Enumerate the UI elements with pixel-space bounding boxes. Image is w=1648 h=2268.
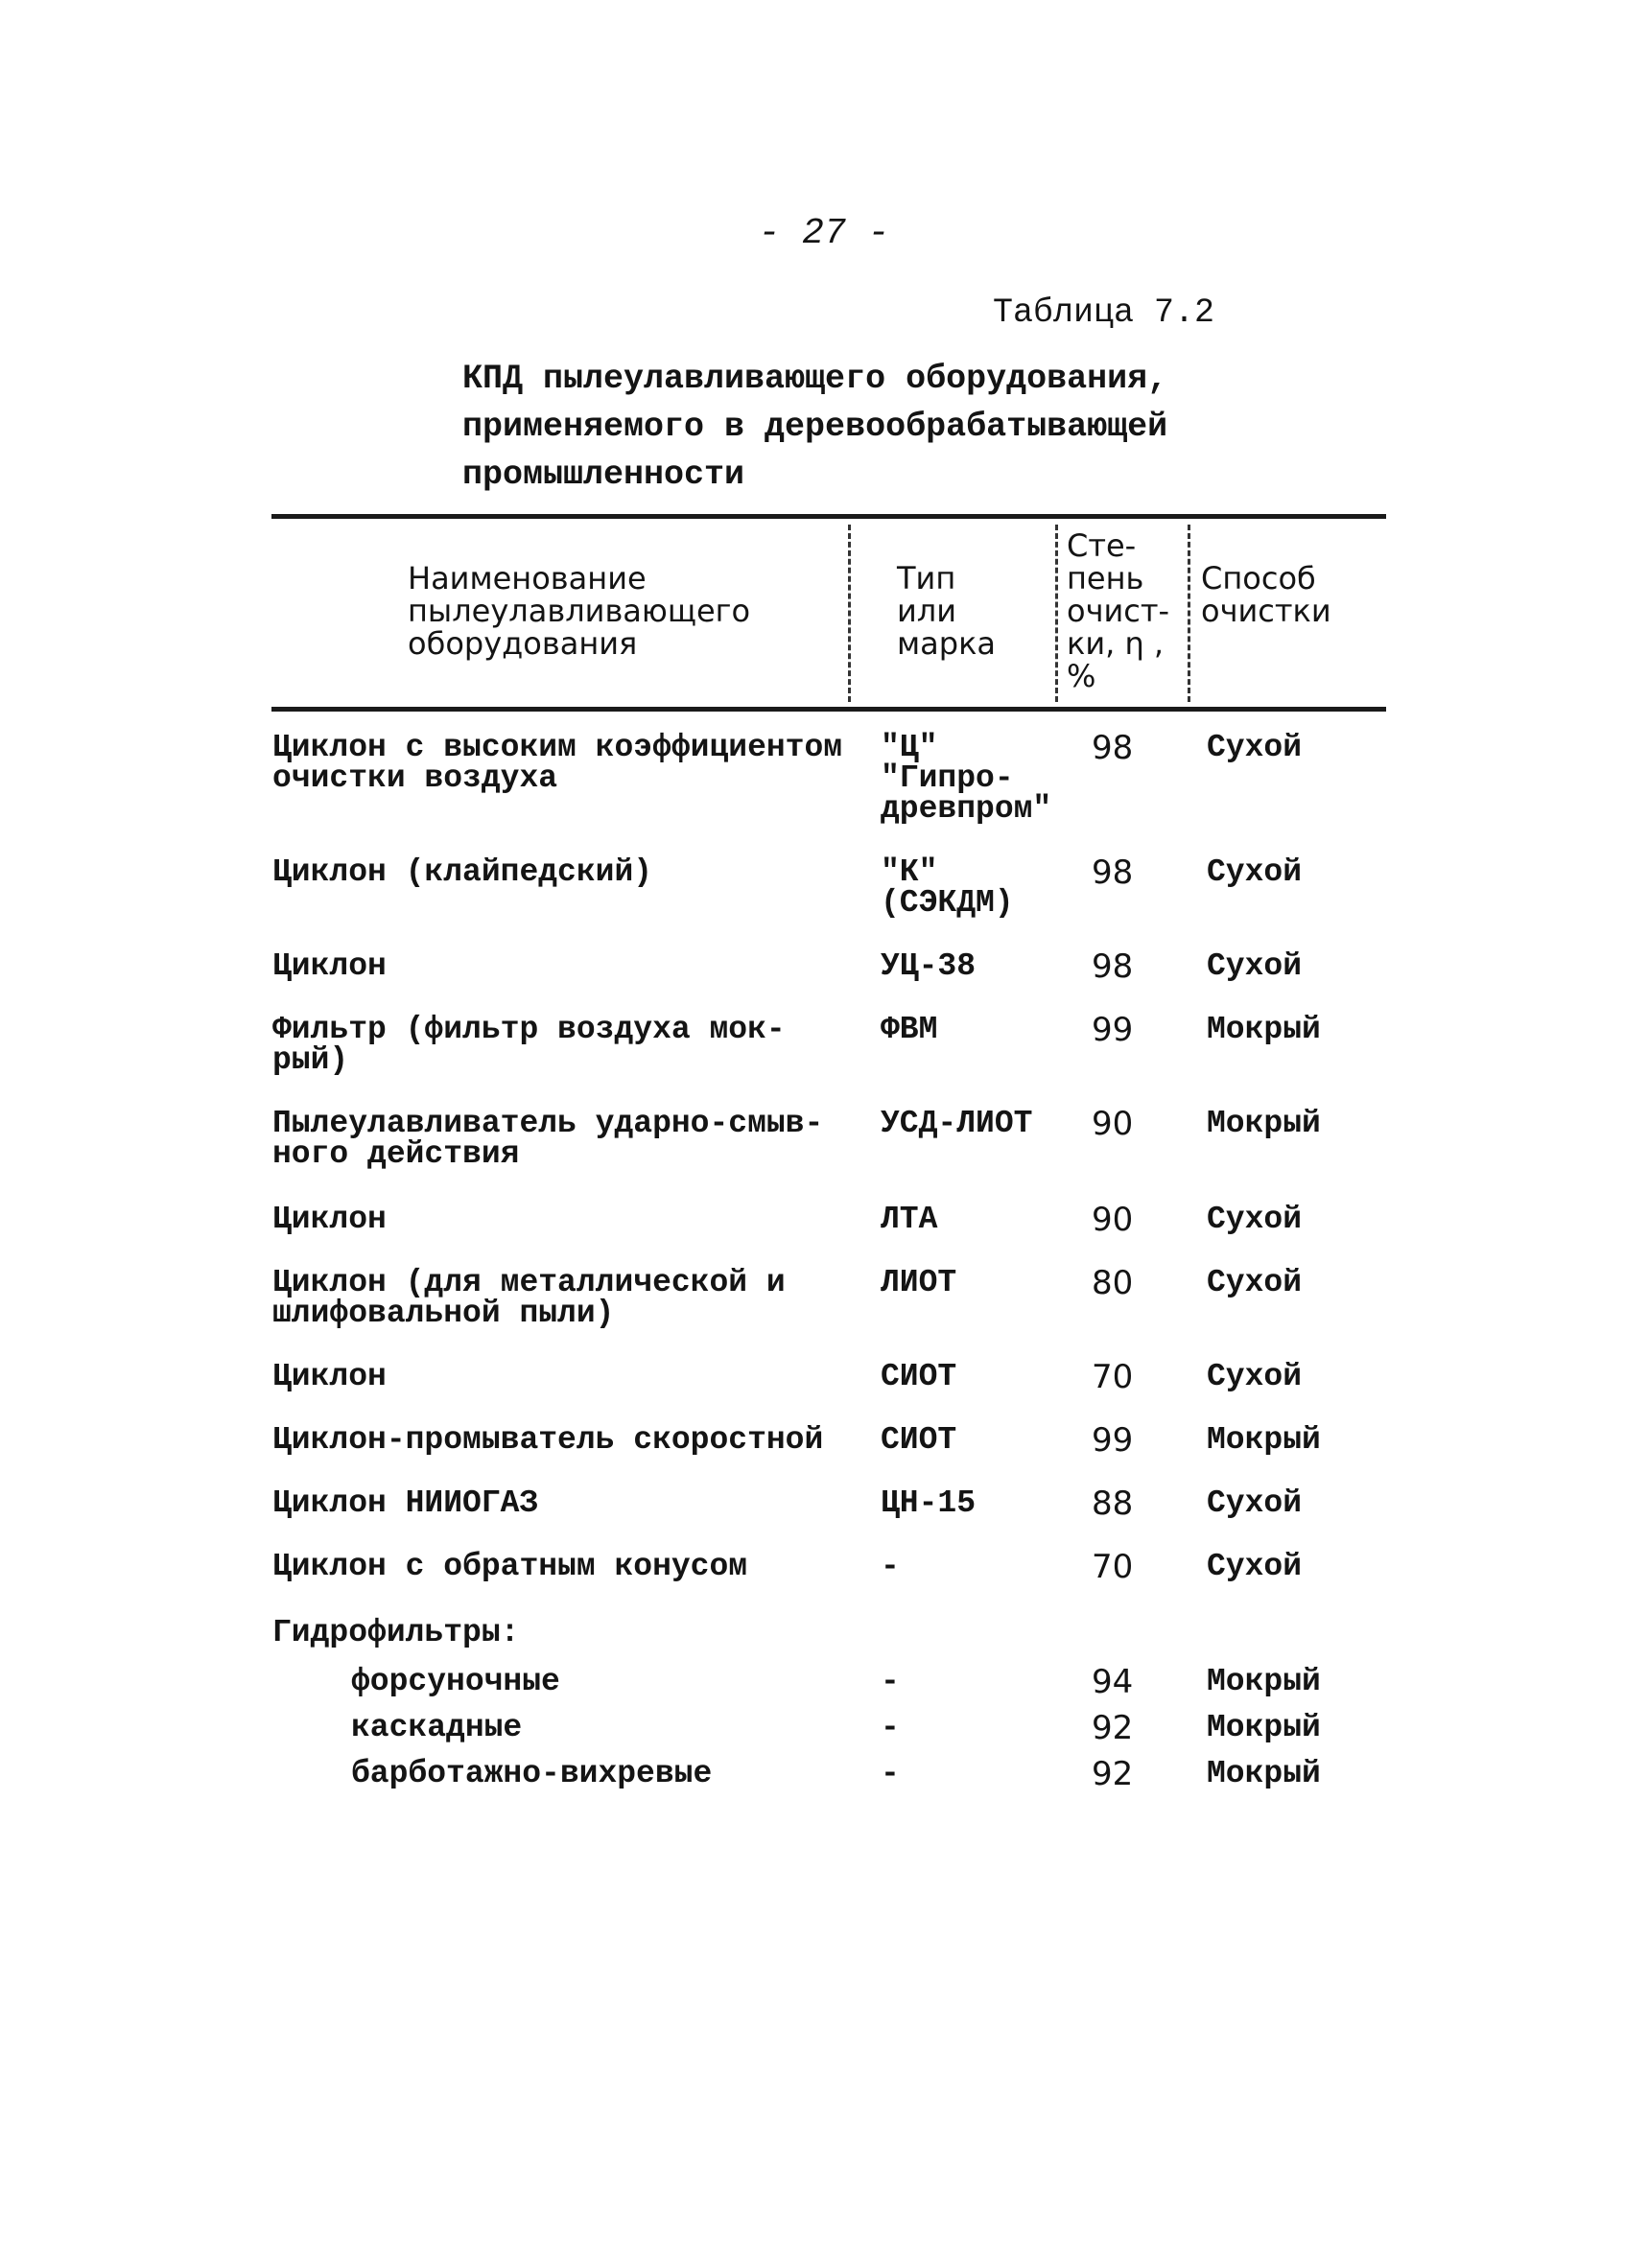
table-label: Таблица 7.2 xyxy=(993,293,1215,332)
table-header-rule xyxy=(271,707,1386,712)
cell-efficiency: 94 xyxy=(1092,1663,1134,1701)
cell-name: Циклон xyxy=(272,1202,387,1237)
caption-line: КПД пылеулавливающего оборудования, xyxy=(462,360,1168,398)
cell-name: Фильтр (фильтр воздуха мок- рый) xyxy=(272,1012,786,1078)
cell-efficiency: 70 xyxy=(1092,1358,1134,1396)
cell-type: УСД-ЛИОТ xyxy=(881,1106,1033,1141)
cell-method: Сухой xyxy=(1207,1549,1303,1584)
cell-efficiency: 98 xyxy=(1092,853,1134,892)
caption-line: применяемого в деревообрабатывающей xyxy=(462,408,1168,446)
cell-method: Мокрый xyxy=(1207,1106,1321,1141)
cell-efficiency: 99 xyxy=(1092,1421,1134,1460)
cell-type: СИОТ xyxy=(881,1422,957,1458)
cell-type: "Ц" "Гипро- древпром" xyxy=(881,730,1052,827)
cell-efficiency: 90 xyxy=(1092,1105,1134,1143)
cell-name: Циклон xyxy=(272,948,387,984)
cell-efficiency: 88 xyxy=(1092,1485,1134,1523)
cell-efficiency: 99 xyxy=(1092,1011,1134,1049)
cell-efficiency: 92 xyxy=(1092,1709,1134,1747)
cell-method: Сухой xyxy=(1207,1265,1303,1300)
column-separator xyxy=(848,525,851,702)
cell-name: Циклон НИИОГАЗ xyxy=(272,1485,539,1521)
caption-line: промышленности xyxy=(462,456,745,494)
cell-name: Циклон (клайпедский) xyxy=(272,854,653,890)
cell-name: барботажно-вихревые xyxy=(351,1756,713,1791)
cell-type: ФВМ xyxy=(881,1012,938,1047)
cell-method: Сухой xyxy=(1207,854,1303,890)
header-name: Наименование пылеулавливающего оборудования xyxy=(408,560,751,662)
column-separator xyxy=(1188,525,1190,702)
cell-method: Мокрый xyxy=(1207,1756,1321,1791)
page-number: - 27 - xyxy=(758,213,890,254)
column-separator xyxy=(1055,525,1058,702)
cell-method: Мокрый xyxy=(1207,1422,1321,1458)
cell-name: Циклон-промыватель скоростной xyxy=(272,1422,824,1458)
cell-name: форсуночные xyxy=(351,1664,560,1699)
cell-name: каскадные xyxy=(351,1710,523,1745)
cell-name: Циклон с высоким коэффициентом очистки воздуха xyxy=(272,730,843,796)
cell-method: Сухой xyxy=(1207,1202,1303,1237)
cell-type: "К" (СЭКДМ) xyxy=(881,854,1014,921)
cell-method: Мокрый xyxy=(1207,1664,1321,1699)
cell-name: Циклон с обратным конусом xyxy=(272,1549,748,1584)
cell-method: Сухой xyxy=(1207,730,1303,765)
cell-efficiency: 90 xyxy=(1092,1201,1134,1239)
group-title: Гидрофильтры: xyxy=(272,1615,520,1650)
cell-type: СИОТ xyxy=(881,1359,957,1394)
cell-method: Сухой xyxy=(1207,1485,1303,1521)
cell-type: - xyxy=(881,1664,900,1699)
header-efficiency: Сте- пень очист- ки, η , % xyxy=(1067,527,1170,694)
cell-type: - xyxy=(881,1756,900,1791)
cell-type: УЦ-38 xyxy=(881,948,977,984)
cell-efficiency: 70 xyxy=(1092,1548,1134,1586)
cell-type: - xyxy=(881,1549,900,1584)
cell-method: Мокрый xyxy=(1207,1710,1321,1745)
cell-name: Пылеулавливатель ударно-смыв- ного действия xyxy=(272,1106,824,1172)
cell-type: - xyxy=(881,1710,900,1745)
table-caption xyxy=(462,355,1326,499)
cell-efficiency: 80 xyxy=(1092,1264,1134,1302)
cell-name: Циклон (для металлической и шлифовальной пыли) xyxy=(272,1265,786,1331)
header-type: Тип или марка xyxy=(897,560,996,662)
cell-method: Мокрый xyxy=(1207,1012,1321,1047)
cell-type: ЛИОТ xyxy=(881,1265,957,1300)
cell-method: Сухой xyxy=(1207,948,1303,984)
cell-method: Сухой xyxy=(1207,1359,1303,1394)
cell-name: Циклон xyxy=(272,1359,387,1394)
cell-efficiency: 92 xyxy=(1092,1755,1134,1793)
cell-type: ЦН-15 xyxy=(881,1485,977,1521)
header-method: Способ очистки xyxy=(1201,560,1331,629)
cell-efficiency: 98 xyxy=(1092,729,1134,767)
cell-type: ЛТА xyxy=(881,1202,938,1237)
cell-efficiency: 98 xyxy=(1092,947,1134,986)
table-top-rule xyxy=(271,514,1386,519)
